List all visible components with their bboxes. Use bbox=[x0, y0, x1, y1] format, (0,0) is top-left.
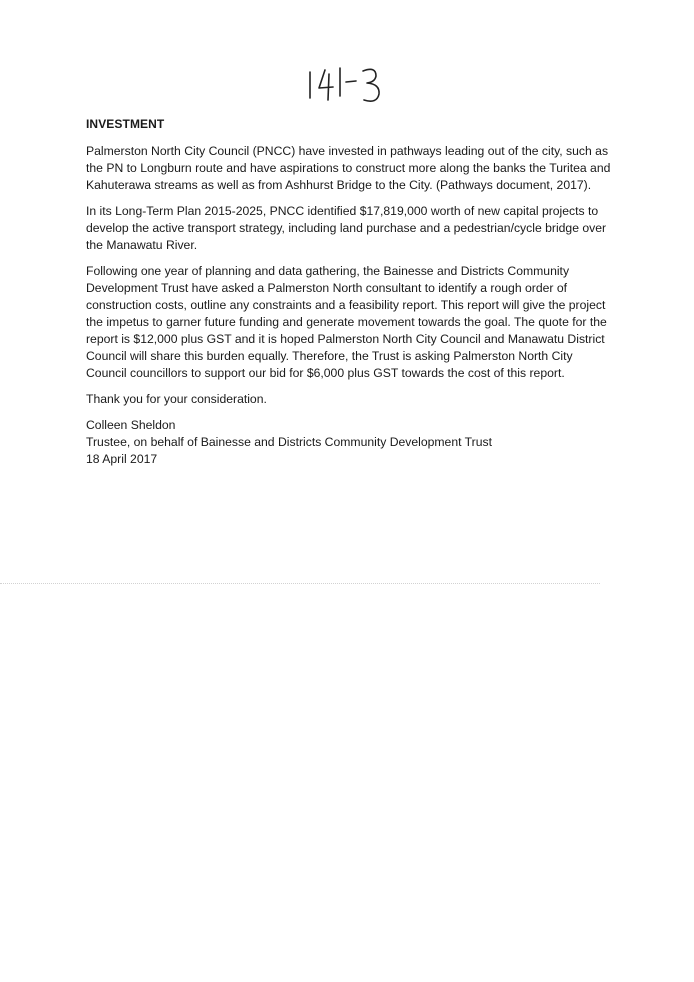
paragraph-thanks: Thank you for your consideration. bbox=[86, 392, 267, 406]
section-heading: INVESTMENT bbox=[86, 117, 165, 131]
signature-block bbox=[86, 417, 616, 468]
handwritten-reference-drawing bbox=[300, 58, 400, 106]
paragraph-funding-request: Following one year of planning and data gathering, the Bainesse and Districts Community Development Trust have asked a Palmerston North consultant to identify a rough order of construction costs, outline any constraints and a feasibility report. This report will give the project the impetus to garner future funding and generate movement towards the goal. The quote for the report is $12,000 plus GST and it is hoped Palmerston North City Council and Manawatu District Council will share this burden equally. Therefore, the Trust is asking Palmerston North City Council councillors to support our bid for $6,000 plus GST towards the cost of this report. bbox=[86, 264, 607, 380]
letter-body bbox=[86, 116, 616, 468]
paragraph-long-term-plan: In its Long-Term Plan 2015-2025, PNCC identified $17,819,000 worth of new capital projects to develop the active transport strategy, including land purchase and a pedestrian/cycle bridge over the Manawatu River. bbox=[86, 204, 607, 252]
signatory-role: Trustee, on behalf of Bainesse and Districts Community Development Trust bbox=[86, 435, 492, 449]
signatory-name: Colleen Sheldon bbox=[86, 418, 176, 432]
letter-date: 18 April 2017 bbox=[86, 452, 158, 466]
handwritten-page-reference bbox=[300, 58, 400, 106]
paragraph-pathways: Palmerston North City Council (PNCC) have invested in pathways leading out of the city, such as the PN to Longburn route and have aspirations to construct more along the banks the Turitea and Kahuterawa streams as well as from Ashhurst Bridge to the City. (Pathways document, 2017). bbox=[86, 144, 611, 192]
scan-artifact-line bbox=[0, 583, 600, 584]
